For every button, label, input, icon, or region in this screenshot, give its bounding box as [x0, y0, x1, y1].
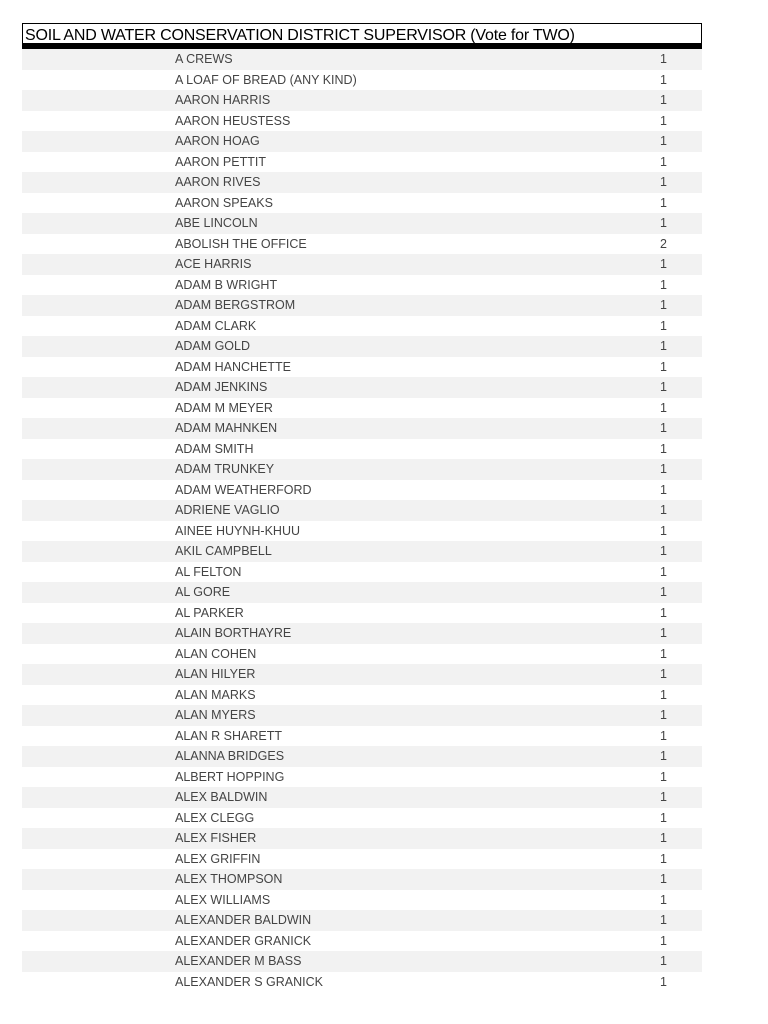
candidate-row: [22, 357, 702, 378]
candidate-row: [22, 439, 702, 460]
candidate-row: [22, 869, 702, 890]
vote-count: 1: [660, 318, 667, 333]
candidate-name: AKIL CAMPBELL: [175, 544, 272, 559]
candidate-name: A LOAF OF BREAD (ANY KIND): [175, 72, 357, 87]
candidate-name: ALAN MYERS: [175, 708, 256, 723]
candidate-name: AARON RIVES: [175, 175, 261, 190]
candidate-name: ALEX THOMPSON: [175, 872, 283, 887]
candidate-name: ADAM M MEYER: [175, 400, 273, 415]
candidate-name: AARON PETTIT: [175, 154, 266, 169]
candidate-name: ALEX CLEGG: [175, 810, 255, 825]
candidate-row: [22, 685, 702, 706]
vote-count: 1: [660, 749, 667, 764]
candidate-row: [22, 500, 702, 521]
vote-count: 1: [660, 708, 667, 723]
candidate-name: ALAN COHEN: [175, 646, 257, 661]
candidate-row: [22, 808, 702, 829]
candidate-row: [22, 398, 702, 419]
vote-count: 1: [660, 72, 667, 87]
candidate-name: ADAM GOLD: [175, 339, 251, 354]
candidate-row: [22, 316, 702, 337]
vote-count: 1: [660, 667, 667, 682]
candidate-row: [22, 377, 702, 398]
candidate-name: ALEXANDER S GRANICK: [175, 974, 323, 989]
vote-count: 1: [660, 913, 667, 928]
candidate-name: AARON HARRIS: [175, 93, 271, 108]
candidate-name: ALAN HILYER: [175, 667, 256, 682]
vote-count: 1: [660, 728, 667, 743]
candidate-name: ACE HARRIS: [175, 257, 252, 272]
vote-count: 1: [660, 872, 667, 887]
vote-count: 1: [660, 134, 667, 149]
vote-count: 1: [660, 585, 667, 600]
candidate-row: [22, 172, 702, 193]
candidate-row: [22, 623, 702, 644]
vote-count: 1: [660, 380, 667, 395]
candidate-row: [22, 90, 702, 111]
candidate-name: ALANNA BRIDGES: [175, 749, 285, 764]
candidate-name: ABOLISH THE OFFICE: [175, 236, 307, 251]
candidate-row: [22, 746, 702, 767]
candidate-row: [22, 131, 702, 152]
candidate-name: AL PARKER: [175, 605, 244, 620]
candidate-name: AARON HEUSTESS: [175, 113, 291, 128]
vote-count: 1: [660, 954, 667, 969]
candidate-row: [22, 603, 702, 624]
candidate-row: [22, 705, 702, 726]
candidate-row: [22, 193, 702, 214]
candidate-row: [22, 70, 702, 91]
candidate-row: [22, 234, 702, 255]
vote-count: 1: [660, 646, 667, 661]
candidate-name: A CREWS: [175, 52, 233, 67]
candidate-row: [22, 295, 702, 316]
vote-count: 1: [660, 277, 667, 292]
candidate-row: [22, 111, 702, 132]
candidate-row: [22, 336, 702, 357]
candidate-name: ADAM BERGSTROM: [175, 298, 296, 313]
vote-count: 1: [660, 523, 667, 538]
candidate-name: ADAM B WRIGHT: [175, 277, 278, 292]
contest-title: SOIL AND WATER CONSERVATION DISTRICT SUPERVISOR (Vote for TWO): [25, 26, 575, 44]
candidate-name: AL GORE: [175, 585, 231, 600]
vote-count: 1: [660, 687, 667, 702]
candidate-name: AINEE HUYNH-KHUU: [175, 523, 301, 538]
vote-count: 1: [660, 462, 667, 477]
candidate-name: ALBERT HOPPING: [175, 769, 285, 784]
candidate-row: [22, 49, 702, 70]
candidate-name: ABE LINCOLN: [175, 216, 258, 231]
candidate-row: [22, 726, 702, 747]
candidate-row: [22, 951, 702, 972]
candidate-name: ALEX WILLIAMS: [175, 892, 271, 907]
candidate-row: [22, 664, 702, 685]
candidate-name: ADAM SMITH: [175, 441, 254, 456]
candidate-row: [22, 254, 702, 275]
vote-count: 1: [660, 892, 667, 907]
candidate-row: [22, 644, 702, 665]
vote-count: 1: [660, 400, 667, 415]
candidate-row: [22, 582, 702, 603]
candidate-row: [22, 459, 702, 480]
vote-count: 1: [660, 441, 667, 456]
vote-count: 1: [660, 626, 667, 641]
candidate-row: [22, 767, 702, 788]
candidate-name: AL FELTON: [175, 564, 242, 579]
candidate-name: ADAM WEATHERFORD: [175, 482, 312, 497]
vote-count: 2: [660, 236, 667, 251]
contest-header: [22, 23, 702, 49]
vote-count: 1: [660, 195, 667, 210]
candidate-row: [22, 541, 702, 562]
candidate-name: ALEX GRIFFIN: [175, 851, 261, 866]
candidate-name: ADRIENE VAGLIO: [175, 503, 280, 518]
candidate-name: ALAN R SHARETT: [175, 728, 282, 743]
vote-count: 1: [660, 790, 667, 805]
candidate-name: ALAN MARKS: [175, 687, 256, 702]
candidate-name: ADAM CLARK: [175, 318, 257, 333]
candidate-name: ADAM HANCHETTE: [175, 359, 291, 374]
candidate-row: [22, 931, 702, 952]
candidate-name: ALEXANDER GRANICK: [175, 933, 312, 948]
candidate-row: [22, 787, 702, 808]
vote-count: 1: [660, 544, 667, 559]
vote-count: 1: [660, 113, 667, 128]
candidate-list: [22, 49, 702, 992]
vote-count: 1: [660, 154, 667, 169]
vote-count: 1: [660, 359, 667, 374]
vote-count: 1: [660, 257, 667, 272]
candidate-row: [22, 910, 702, 931]
candidate-row: [22, 213, 702, 234]
vote-count: 1: [660, 421, 667, 436]
vote-count: 1: [660, 974, 667, 989]
candidate-name: ADAM MAHNKEN: [175, 421, 278, 436]
candidate-row: [22, 890, 702, 911]
vote-count: 1: [660, 769, 667, 784]
vote-count: 1: [660, 831, 667, 846]
candidate-name: ALEXANDER BALDWIN: [175, 913, 312, 928]
vote-count: 1: [660, 564, 667, 579]
vote-count: 1: [660, 933, 667, 948]
vote-count: 1: [660, 93, 667, 108]
candidate-row: [22, 828, 702, 849]
candidate-row: [22, 152, 702, 173]
vote-count: 1: [660, 175, 667, 190]
vote-count: 1: [660, 216, 667, 231]
candidate-row: [22, 849, 702, 870]
candidate-name: ALEX FISHER: [175, 831, 257, 846]
vote-count: 1: [660, 298, 667, 313]
vote-count: 1: [660, 482, 667, 497]
vote-count: 1: [660, 52, 667, 67]
vote-count: 1: [660, 339, 667, 354]
candidate-row: [22, 562, 702, 583]
candidate-row: [22, 418, 702, 439]
candidate-name: AARON HOAG: [175, 134, 260, 149]
candidate-name: ADAM TRUNKEY: [175, 462, 275, 477]
vote-count: 1: [660, 605, 667, 620]
vote-count: 1: [660, 810, 667, 825]
candidate-name: ALEX BALDWIN: [175, 790, 268, 805]
candidate-name: ALAIN BORTHAYRE: [175, 626, 292, 641]
results-page: [22, 23, 702, 992]
candidate-name: ALEXANDER M BASS: [175, 954, 302, 969]
candidate-name: AARON SPEAKS: [175, 195, 273, 210]
vote-count: 1: [660, 503, 667, 518]
candidate-row: [22, 972, 702, 993]
candidate-name: ADAM JENKINS: [175, 380, 268, 395]
candidate-row: [22, 275, 702, 296]
candidate-row: [22, 521, 702, 542]
vote-count: 1: [660, 851, 667, 866]
candidate-row: [22, 480, 702, 501]
